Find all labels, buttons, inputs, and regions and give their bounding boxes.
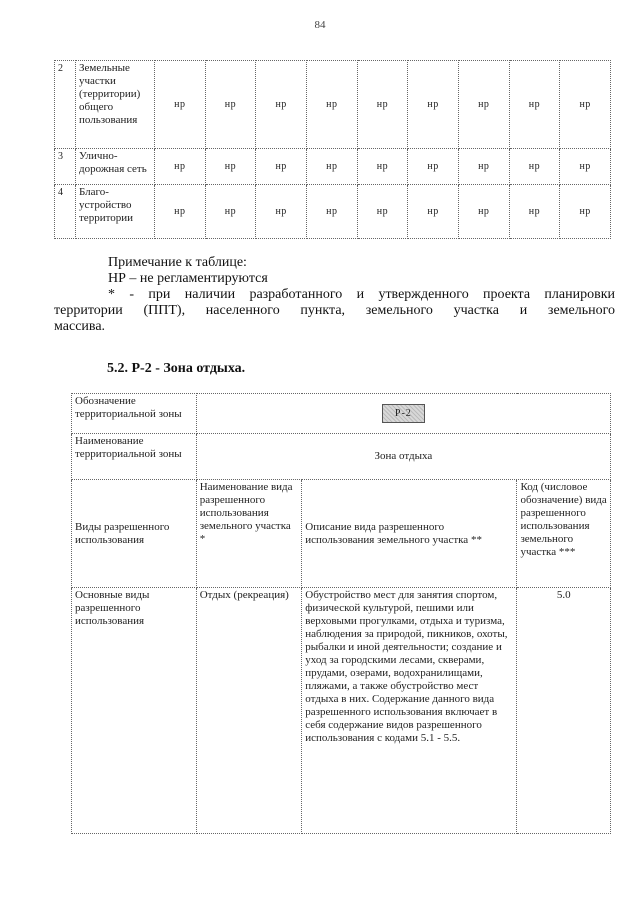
- row-value: нр: [560, 185, 611, 239]
- row-value: нр: [306, 61, 357, 149]
- row-value: нр: [560, 149, 611, 185]
- zone-code-badge: Р-2: [382, 404, 425, 423]
- regulations-row: [55, 61, 611, 149]
- row-name: Благо-устройство территории: [76, 185, 155, 239]
- row-value: нр: [357, 185, 408, 239]
- row-value: нр: [357, 61, 408, 149]
- row-value: нр: [458, 185, 509, 239]
- note-line-2b: территории (ППТ), населенного пункта, земельного участка и земельного: [54, 303, 615, 318]
- row-value: нр: [560, 61, 611, 149]
- row-value: нр: [256, 185, 307, 239]
- note-line-2a: * - при наличии разработанного и утвержденного проекта планировки: [108, 287, 615, 302]
- row-value: нр: [408, 185, 459, 239]
- page-number: 84: [314, 19, 326, 31]
- row-value: нр: [458, 61, 509, 149]
- row-value: нр: [205, 185, 256, 239]
- note-line-1: НР – не регламентируются: [108, 271, 268, 286]
- zone-name: Зона отдыха: [196, 434, 610, 480]
- section-heading: 5.2. Р-2 - Зона отдыха.: [107, 361, 246, 376]
- row-name: Улично-дорожная сеть: [76, 149, 155, 185]
- row-name: Отдых (рекреация): [196, 588, 302, 834]
- zone-name-label: Наименование территориальной зоны: [72, 434, 197, 480]
- row-value: нр: [458, 149, 509, 185]
- row-name: Земельные участки (территории) общего пользования: [76, 61, 155, 149]
- table-note: [54, 255, 615, 335]
- zone-table: [71, 393, 611, 834]
- zone-code-label: Обозначение территориальной зоны: [72, 394, 197, 434]
- note-title: Примечание к таблице:: [108, 255, 247, 270]
- regulations-row: [55, 149, 611, 185]
- row-value: нр: [306, 185, 357, 239]
- col3-header: Описание вида разрешенного использования земельного участка **: [302, 480, 517, 588]
- row-value: нр: [509, 61, 560, 149]
- row-code: 5.0: [517, 588, 611, 834]
- regulations-table: [54, 60, 611, 239]
- row-number: 3: [55, 149, 76, 185]
- row-value: нр: [408, 61, 459, 149]
- row-number: 4: [55, 185, 76, 239]
- col4-header: Код (числовое обозначение) вида разрешенного использования земельного участка ***: [517, 480, 611, 588]
- row-value: нр: [509, 149, 560, 185]
- col2-header: Наименование вида разрешенного использования земельного участка *: [196, 480, 302, 588]
- note-line-2c: массива.: [54, 319, 106, 334]
- regulations-row: [55, 185, 611, 239]
- row-value: нр: [155, 149, 206, 185]
- row-value: нр: [408, 149, 459, 185]
- col1-header: Виды разрешенного использования: [72, 480, 197, 588]
- row-type: Основные виды разрешенного использования: [72, 588, 197, 834]
- row-value: нр: [205, 149, 256, 185]
- row-value: нр: [155, 185, 206, 239]
- row-value: нр: [509, 185, 560, 239]
- row-description: Обустройство мест для занятия спортом, физической культурой, пешими или верховыми прогулками, отдыха и туризма, наблюдения за природой, пикников, охоты, рыбалки и иной деятельности; создание и уход за городскими лесами, скверами, прудами, озерами, водохранилищами, пляжами, а также обустройство мест отдыха в них. Содержание данного вида разрешенного использования включает в себя содержание видов разрешенного использования с кодами 5.1 - 5.5.: [302, 588, 517, 834]
- zone-code-cell: [196, 394, 610, 434]
- row-number: 2: [55, 61, 76, 149]
- row-value: нр: [256, 149, 307, 185]
- row-value: нр: [306, 149, 357, 185]
- row-value: нр: [357, 149, 408, 185]
- row-value: нр: [205, 61, 256, 149]
- row-value: нр: [155, 61, 206, 149]
- row-value: нр: [256, 61, 307, 149]
